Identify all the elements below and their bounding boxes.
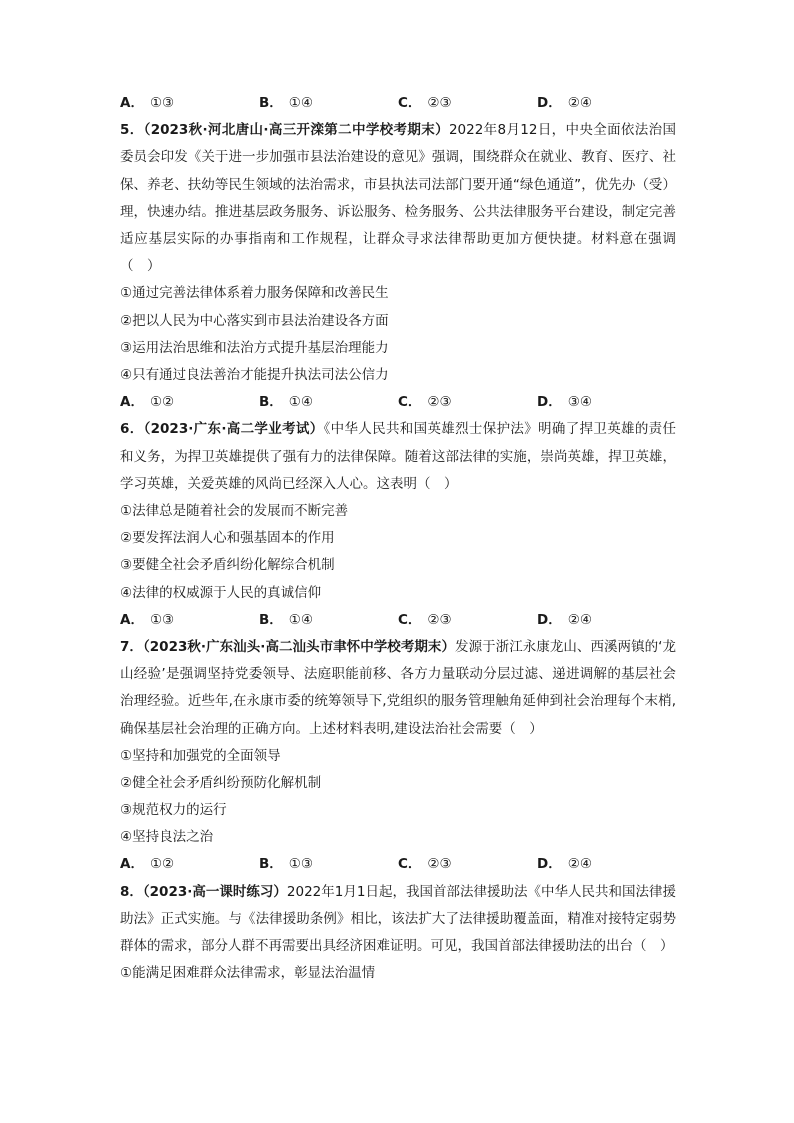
q6-option-a[interactable] <box>120 607 259 634</box>
question-text: 发源于浙江永康龙山、西溪两镇的‘龙山经验’是强调坚持党委领导、法庭职能前移、各方力量联动分层过滤、递进调解的基层社会治理经验。近些年,在永康市委的统筹领导下,党组织的服务管理触角延伸到社会治理每个末梢,确保基层社会治理的正确方向。上述材料表明,建设法治社会需要（ ） <box>120 638 676 737</box>
question-number: 6． <box>120 421 144 438</box>
option-letter: D． <box>537 394 562 411</box>
question-source: （2023·高一课时练习） <box>142 883 287 900</box>
q5-options <box>120 389 676 416</box>
option-letter: B． <box>259 856 283 873</box>
statement: ②健全社会矛盾纠纷预防化解机制 <box>120 774 322 791</box>
option-text: ①④ <box>288 394 314 411</box>
statement: ④法律的权威源于人民的真诚信仰 <box>120 584 322 601</box>
option-text: ①② <box>149 856 175 873</box>
q5-option-c[interactable] <box>398 389 537 416</box>
option-letter: D． <box>537 611 562 628</box>
q4-option-a[interactable] <box>120 90 259 117</box>
option-letter: A． <box>120 394 144 411</box>
question-number: 7． <box>120 638 143 655</box>
q4-options <box>120 90 676 117</box>
question-5-stem <box>120 117 676 280</box>
statement: ①能满足困难群众法律需求，彰显法治温情 <box>120 965 376 982</box>
statement: ④坚持良法之治 <box>120 829 214 846</box>
option-text: ②④ <box>567 856 592 873</box>
option-text: ②③ <box>427 394 452 411</box>
question-5 <box>120 117 676 416</box>
question-7 <box>120 634 676 879</box>
q7-option-a[interactable] <box>120 851 259 878</box>
option-letter: D． <box>537 856 562 873</box>
question-7-stem <box>120 634 676 743</box>
option-text: ②④ <box>567 611 592 628</box>
option-text: ③④ <box>567 394 592 411</box>
option-text: ①④ <box>288 95 314 111</box>
question-source: （2023·广东·高二学业考试） <box>143 421 324 438</box>
option-letter: A． <box>120 611 144 628</box>
question-text: 《中华人民共和国英雄烈士保护法》明确了捍卫英雄的责任和义务，为捍卫英雄提供了强有力的法律保障。随着这部法律的实施，崇尚英雄，捍卫英雄，学习英雄，关爱英雄的风尚已经深入人心。这表明（ ） <box>120 421 677 492</box>
statement: ③运用法治思维和法治方式提升基层治理能力 <box>120 339 389 356</box>
option-text: ②③ <box>427 611 452 628</box>
option-text: ②③ <box>427 95 452 111</box>
question-6 <box>120 416 676 634</box>
question-number: 5． <box>120 122 144 139</box>
statement: ③规范权力的运行 <box>120 802 227 819</box>
statement: ②把以人民为中心落实到市县法治建设各方面 <box>120 312 389 329</box>
exam-page <box>120 90 676 987</box>
option-text: ①③ <box>149 95 175 111</box>
option-text: ①② <box>149 394 175 411</box>
option-letter: A． <box>120 95 144 111</box>
option-letter: D． <box>537 95 562 111</box>
q5-option-d[interactable] <box>537 389 676 416</box>
q6-option-c[interactable] <box>398 607 537 634</box>
q7-option-c[interactable] <box>398 851 537 878</box>
q6-options <box>120 607 676 634</box>
statement: ②要发挥法润人心和强基固本的作用 <box>120 530 335 547</box>
q7-option-b[interactable] <box>259 851 398 878</box>
option-text: ①③ <box>149 611 175 628</box>
q6-option-b[interactable] <box>259 607 398 634</box>
q5-option-a[interactable] <box>120 389 259 416</box>
q4-option-c[interactable] <box>398 90 537 117</box>
question-source: （2023秋·河北唐山·高三开滦第二中学校考期末） <box>143 122 449 139</box>
statement: ①通过完善法律体系着力服务保障和改善民生 <box>120 285 389 302</box>
option-letter: B． <box>259 611 283 628</box>
statement: ③要健全社会矛盾纠纷化解综合机制 <box>120 557 335 574</box>
option-text: ①③ <box>288 856 314 873</box>
option-letter: C． <box>398 611 422 628</box>
question-source: （2023秋·广东汕头·高二汕头市聿怀中学校考期末） <box>142 638 456 655</box>
statement: ①坚持和加强党的全面领导 <box>120 747 281 764</box>
option-letter: B． <box>259 394 283 411</box>
q5-option-b[interactable] <box>259 389 398 416</box>
option-text: ①④ <box>288 611 314 628</box>
question-8 <box>120 879 676 988</box>
statement: ①法律总是随着社会的发展而不断完善 <box>120 502 349 519</box>
q6-option-d[interactable] <box>537 607 676 634</box>
question-number: 8． <box>120 883 143 900</box>
option-letter: B． <box>259 95 283 111</box>
option-letter: A． <box>120 856 144 873</box>
question-text: 2022年1月1日起，我国首部法律援助法《中华人民共和国法律援助法》正式实施。与《法律援助条例》相比，该法扩大了法律援助覆盖面，精准对接特定弱势群体的需求，部分人群不再需要出具经济困难证明。可见，我国首部法律援助法的出台（ ） <box>120 883 676 955</box>
q4-option-b[interactable] <box>259 90 398 117</box>
q4-option-d[interactable] <box>537 90 676 117</box>
question-6-stem <box>120 416 676 498</box>
question-text: 2022年8月12日，中央全面依法治国委员会印发《关于进一步加强市县法治建设的意见》强调，围绕群众在就业、教育、医疗、社保、养老、扶幼等民生领域的法治需求，市县执法司法部门要开通“绿色通道”，优先办（受）理，快速办结。推进基层政务服务、诉讼服务、检务服务、公共法律服务平台建设，制定完善适应基层实际的办事指南和工作规程，让群众寻求法律帮助更加方便快捷。材料意在强调（ ） <box>120 122 676 275</box>
question-8-stem <box>120 879 676 961</box>
option-text: ②④ <box>567 95 592 111</box>
option-letter: C． <box>398 95 422 111</box>
option-letter: C． <box>398 856 422 873</box>
option-text: ②③ <box>427 856 452 873</box>
option-letter: C． <box>398 394 422 411</box>
q7-option-d[interactable] <box>537 851 676 878</box>
statement: ④只有通过良法善治才能提升执法司法公信力 <box>120 366 389 383</box>
q7-options <box>120 851 676 878</box>
